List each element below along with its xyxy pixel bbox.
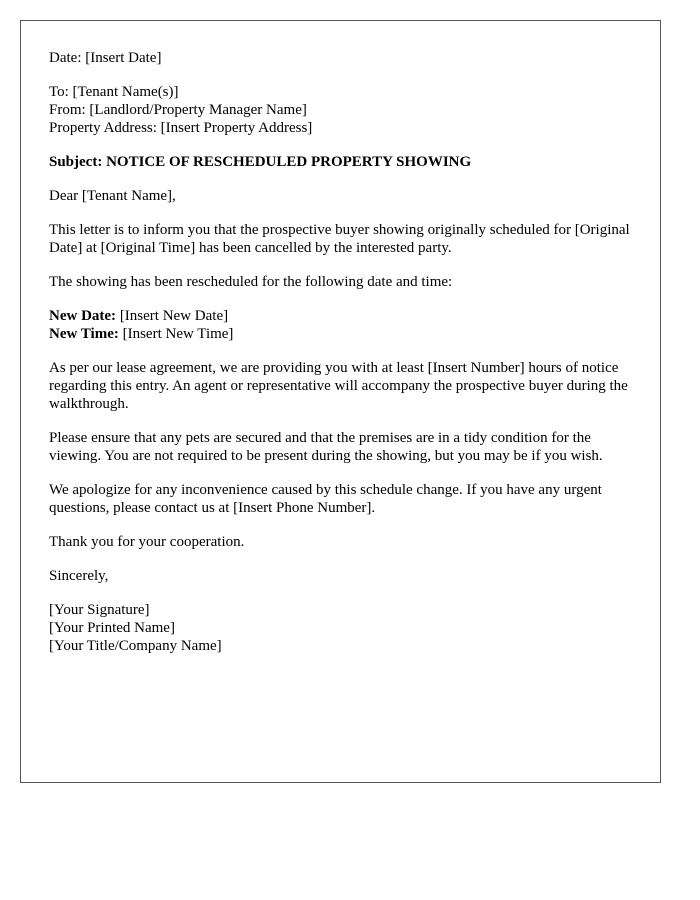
signature-block [49,601,632,655]
new-date-value: [Insert New Date] [116,308,229,324]
subject-text: NOTICE OF RESCHEDULED PROPERTY SHOWING [102,154,472,170]
signature: [Your Signature] [49,602,150,618]
title-company: [Your Title/Company Name] [49,638,222,654]
subject-label: Subject: [49,154,103,170]
new-time-label: New Time: [49,326,119,342]
subject-line [49,153,632,171]
paragraph-apology: We apologize for any inconvenience caused by this schedule change. If you have any urgent questions, please contact us at [Insert Phone Number]. [49,482,602,516]
paragraph-thanks: Thank you for your cooperation. [49,534,245,550]
date-line: Date: [Insert Date] [49,50,162,66]
printed-name: [Your Printed Name] [49,620,175,636]
paragraph-cancellation: This letter is to inform you that the prospective buyer showing originally scheduled for [Original Date] at [Original Time] has been cancelled by the interested party. [49,222,630,256]
header-block [49,83,632,137]
paragraph-pets: Please ensure that any pets are secured and that the premises are in a tidy condition for the viewing. You are not required to be present during the showing, but you may be if you wish. [49,430,603,464]
new-time-value: [Insert New Time] [118,326,234,342]
letter [20,20,661,783]
new-date-label: New Date: [49,308,117,324]
from-line: From: [Landlord/Property Manager Name] [49,102,307,118]
address-line: Property Address: [Insert Property Address] [49,120,313,136]
to-line: To: [Tenant Name(s)] [49,84,179,100]
new-schedule [49,307,632,343]
salutation: Dear [Tenant Name], [49,188,176,204]
paragraph-reschedule: The showing has been rescheduled for the following date and time: [49,274,453,290]
closing: Sincerely, [49,568,109,584]
paragraph-notice: As per our lease agreement, we are providing you with at least [Insert Number] hours of notice regarding this entry. An agent or representative will accompany the prospective buyer during the walkthrough. [49,360,628,412]
